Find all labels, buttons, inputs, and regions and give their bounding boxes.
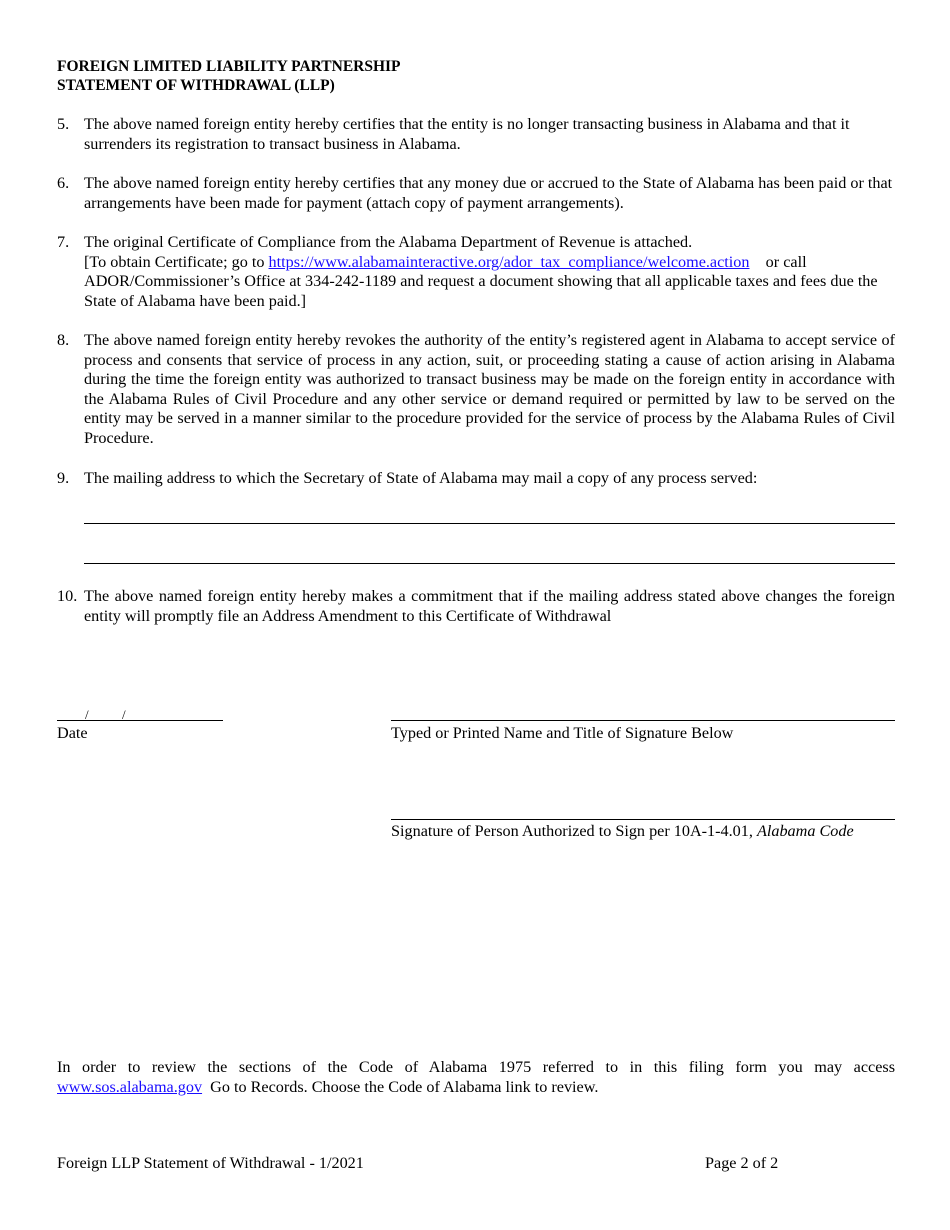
signature-label — [391, 822, 854, 842]
item-text: The above named foreign entity hereby revokes the authority of the entity’s registered agent in Alabama to accept service of process and consents that service of process in any action, suit, or proceeding stating a cause of action arising in Alabama during the time the foreign entity was authorized to transact business may be made on the foreign entity in accordance with the Alabama Rules of Civil Procedure and any other service or demand required or permitted by law to be served on the entity may be served in a manner similar to the procedure provided for the service of process by the Alabama Rules of Civil Procedure. — [84, 331, 895, 447]
footer-form-name: Foreign LLP Statement of Withdrawal - 1/2021 — [57, 1154, 364, 1172]
date-separator: / — [122, 707, 126, 722]
item-9 — [57, 469, 895, 489]
item-text: The above named foreign entity hereby certifies that the entity is no longer transacting business in Alabama and that it surrenders its registration to transact business in Alabama. — [84, 115, 850, 153]
typed-name-label: Typed or Printed Name and Title of Signature Below — [391, 724, 734, 742]
typed-name-line[interactable] — [391, 720, 895, 721]
item-text: The above named foreign entity hereby makes a commitment that if the mailing address stated above changes the foreign entity will promptly file an Address Amendment to this Certificate of Withdrawal — [84, 587, 895, 625]
item-number: 5. — [57, 115, 70, 133]
form-title-line2: STATEMENT OF WITHDRAWAL (LLP) — [57, 77, 335, 94]
date-line[interactable] — [57, 720, 223, 721]
item-text: The mailing address to which the Secretary of State of Alabama may mail a copy of any process served: — [84, 469, 758, 487]
note-text-before: In order to review the sections of the Code of Alabama 1975 referred to in this filing form you may access — [57, 1058, 895, 1076]
item-number: 9. — [57, 469, 70, 487]
item-7-pre-link: [To obtain Certificate; go to — [84, 252, 269, 271]
footer-page-number: Page 2 of 2 — [705, 1154, 779, 1172]
signature-label-code: Alabama Code — [756, 822, 854, 840]
item-5 — [57, 115, 895, 154]
item-number: 8. — [57, 331, 70, 349]
item-number: 10. — [57, 587, 78, 605]
item-7 — [57, 233, 895, 311]
signature-label-prefix: Signature of Person Authorized to Sign per 10A-1-4.01, — [391, 822, 757, 840]
mailing-address-line-2[interactable] — [84, 563, 895, 564]
code-review-note — [57, 1058, 895, 1097]
mailing-address-line-1[interactable] — [84, 523, 895, 524]
form-title — [57, 57, 401, 95]
note-text-after: Go to Records. Choose the Code of Alabama link to review. — [210, 1077, 599, 1096]
ador-compliance-link[interactable]: https://www.alabamainteractive.org/ador_tax_compliance/welcome.action — [268, 252, 750, 271]
date-separator: / — [85, 707, 89, 722]
form-title-line1: FOREIGN LIMITED LIABILITY PARTNERSHIP — [57, 58, 401, 75]
item-text — [84, 233, 895, 311]
item-8 — [57, 331, 895, 448]
item-text: The above named foreign entity hereby certifies that any money due or accrued to the State of Alabama has been paid or that arrangements have been made for payment (attach copy of payment arrangements). — [84, 174, 893, 212]
item-7-post-link: or call ADOR/Commissioner’s Office at 334-242-1189 and request a document showing that all applicable taxes and fees due the State of Alabama have been paid.] — [84, 252, 878, 310]
sos-website-link[interactable]: www.sos.alabama.gov — [57, 1077, 203, 1096]
signature-line[interactable] — [391, 819, 895, 820]
item-10 — [57, 587, 895, 626]
item-number: 7. — [57, 233, 70, 251]
date-label: Date — [57, 724, 88, 742]
item-6 — [57, 174, 895, 213]
item-number: 6. — [57, 174, 70, 192]
item-7-line1: The original Certificate of Compliance from the Alabama Department of Revenue is attached. — [84, 233, 693, 251]
